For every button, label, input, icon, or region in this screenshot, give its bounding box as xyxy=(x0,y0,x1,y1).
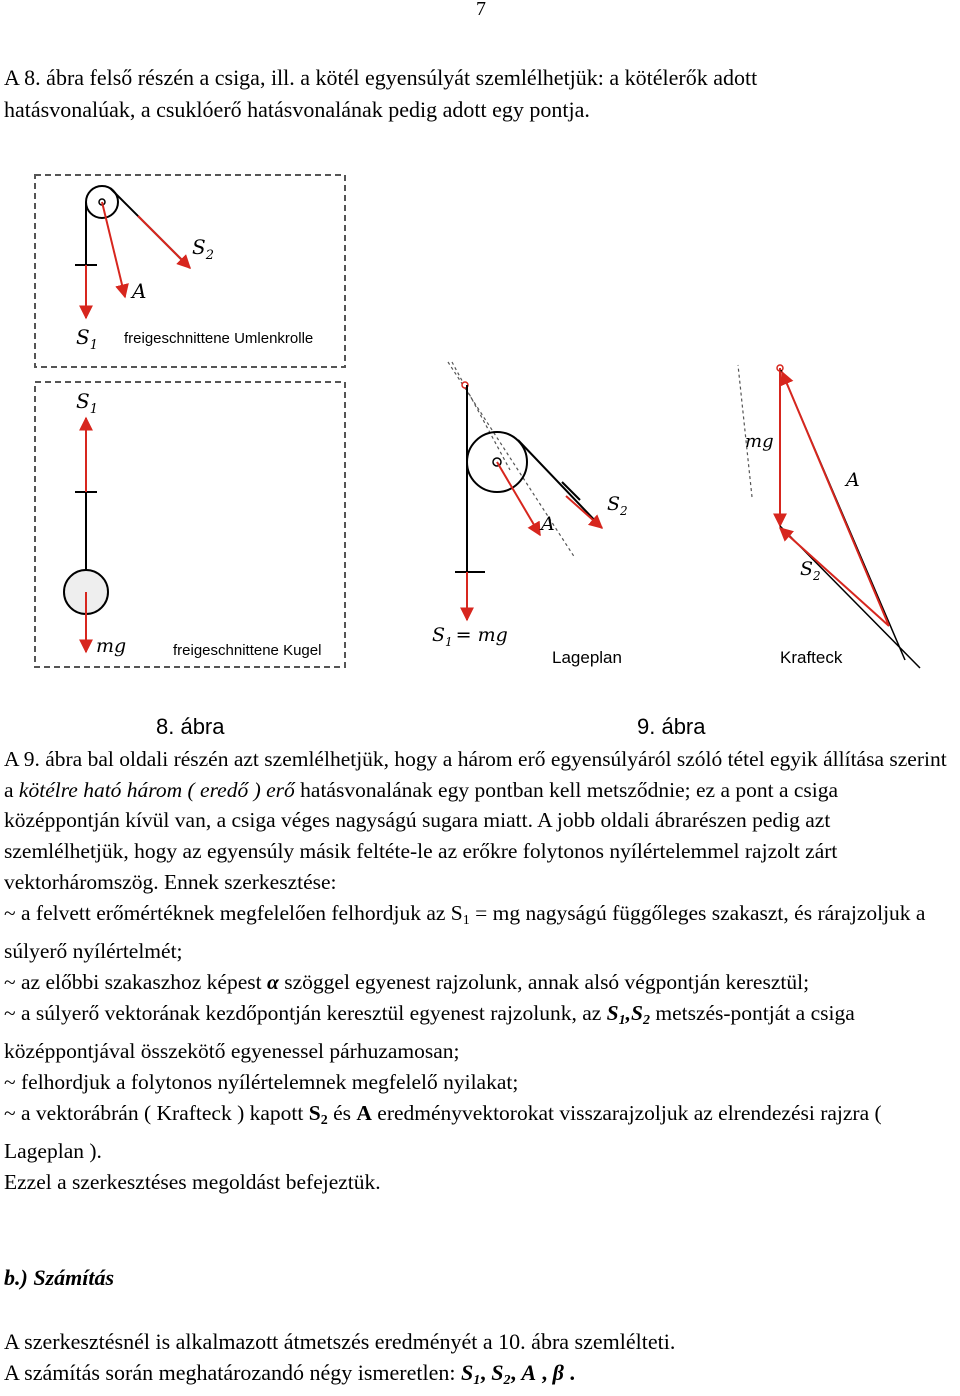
text-run: A számítás során meghatározandó négy ismeretlen: xyxy=(4,1360,461,1385)
step-5 xyxy=(4,1098,954,1167)
separator: , xyxy=(536,1360,553,1385)
intro-line-2: hatásvonalúak, a csuklóerő hatásvonalának pedig adott egy pontja. xyxy=(4,97,590,122)
intro-paragraph xyxy=(4,62,954,126)
figure-8-9 xyxy=(0,160,960,705)
step-1 xyxy=(4,898,954,967)
label-s1: $S_1$ xyxy=(76,389,98,417)
force-a-arrow xyxy=(497,462,540,535)
closing-line-1: A szerkesztésnél is alkalmazott átmetszés eredményét a 10. ábra szemlélteti. xyxy=(4,1329,676,1354)
step-2 xyxy=(4,967,954,998)
text-run: ~ a felvett erőmértéknek megfelelően felhordjuk az S xyxy=(4,900,463,925)
intro-line-1: A 8. ábra felső részén a csiga, ill. a kötél egyensúlyát szemlélhetjük: a kötélerők adott xyxy=(4,65,758,90)
force-s2-arrow xyxy=(138,216,190,268)
figure-9-caption: 9. ábra xyxy=(637,714,706,739)
subscript: 1 xyxy=(618,1012,626,1028)
figure-8-top-panel xyxy=(35,175,345,367)
force-a-arrow xyxy=(102,202,125,297)
subscript: 2 xyxy=(503,1373,511,1388)
symbol-beta: β xyxy=(552,1360,564,1385)
force-a-arrow xyxy=(782,372,889,626)
symbol-a: A xyxy=(521,1360,537,1385)
body-text xyxy=(4,744,954,1198)
label-s1: $S_1$ xyxy=(76,325,98,353)
text-run: ~ az előbbi szakaszhoz képest xyxy=(4,969,267,994)
step-3 xyxy=(4,998,954,1067)
text-run: = mg nagyságú függőleges szakaszt, és rárajzoljuk a súlyerő nyílértelmét; xyxy=(4,900,926,964)
dashed-line-b xyxy=(452,362,510,470)
text-run: A 9. ábra bal oldali részén azt szemlélhetjük, hogy a három erő egyensúlyáról szóló tétel egyik állítása szerint a xyxy=(4,747,947,802)
closing-text xyxy=(4,1326,954,1396)
panel-caption: Lageplan xyxy=(552,648,622,667)
text-run: szöggel egyenest rajzolunk, annak alsó végpontján keresztül; xyxy=(278,969,810,994)
label-mg: mg xyxy=(745,431,774,452)
text-run: metszés-pontját a csiga középpontjával összekötő egyenessel párhuzamosan; xyxy=(4,1000,855,1064)
text-run: és xyxy=(327,1100,357,1125)
symbol-s: S xyxy=(308,1100,321,1125)
panel-caption: freigeschnittene Kugel xyxy=(173,642,322,659)
figure-9-lageplan xyxy=(432,362,628,667)
step-4: ~ felhordjuk a folytonos nyílértelemnek megfelelő nyilakat; xyxy=(4,1070,519,1095)
alpha-symbol: α xyxy=(266,969,279,994)
text-run: eredményvektorokat visszarajzoljuk az elrendezési rajzra ( Lageplan ). xyxy=(4,1100,882,1164)
separator: , xyxy=(480,1360,492,1385)
label-a: A xyxy=(132,279,147,303)
italic-run: kötélre ható három ( eredő ) erő xyxy=(18,777,295,802)
symbol-s: ,S xyxy=(625,1000,643,1025)
force-s2-arrow xyxy=(780,528,889,626)
figure-8-bottom-panel xyxy=(35,382,345,667)
symbol-s1: S xyxy=(460,1360,474,1385)
text-run: ~ a vektorábrán ( Krafteck ) kapott xyxy=(4,1100,309,1125)
subscript: 2 xyxy=(642,1012,650,1028)
tick-mark-right xyxy=(562,482,580,500)
subscript: 2 xyxy=(320,1112,328,1128)
symbol-a: A xyxy=(356,1100,372,1125)
label-s1-eq: $S_1$ = mg xyxy=(432,624,508,649)
text-run: hatásvonalának egy pontban kell metsződnie; ez a pont a csiga középpontján kívül van, a csiga véges nagyságú sugara miatt. A jobb oldali ábrarészen pedig azt szemlélhetjük, hogy az egyensúly másik feltéte-le az erőkre folytonos nyílértelemmel rajzolt zárt vektorháromszög. Ennek szerkesztése: xyxy=(4,777,839,894)
label-a: A xyxy=(541,513,555,535)
symbol-s2: S xyxy=(491,1360,504,1385)
dashed-frame xyxy=(35,382,345,667)
subscript: 1 xyxy=(462,912,470,928)
label-s2: $S_2$ xyxy=(800,558,821,583)
separator: . xyxy=(563,1360,575,1385)
paragraph-end: Ezzel a szerkesztéses megoldást befejeztük. xyxy=(4,1170,381,1195)
panel-caption: Krafteck xyxy=(780,648,843,667)
label-s2: $S_2$ xyxy=(192,235,214,263)
subscript: 1 xyxy=(473,1373,481,1388)
figure-8-caption: 8. ábra xyxy=(156,714,225,739)
force-s2-arrow xyxy=(566,496,602,528)
label-a: A xyxy=(846,469,860,491)
label-s2: $S_2$ xyxy=(607,493,628,518)
symbol-s: S xyxy=(606,1000,619,1025)
separator: , xyxy=(510,1360,522,1385)
label-mg: mg xyxy=(96,635,127,657)
figure-9-krafteck xyxy=(738,365,920,668)
page-number: 7 xyxy=(476,0,486,20)
paragraph-1 xyxy=(4,744,954,898)
rope-right xyxy=(518,440,602,528)
closing-line-2 xyxy=(4,1357,954,1396)
section-heading: b.) Számítás xyxy=(4,1265,115,1290)
text-run: ~ a súlyerő vektorának kezdőpontján keresztül egyenest rajzolunk, az xyxy=(4,1000,607,1025)
panel-caption: freigeschnittene Umlenkrolle xyxy=(124,330,314,347)
